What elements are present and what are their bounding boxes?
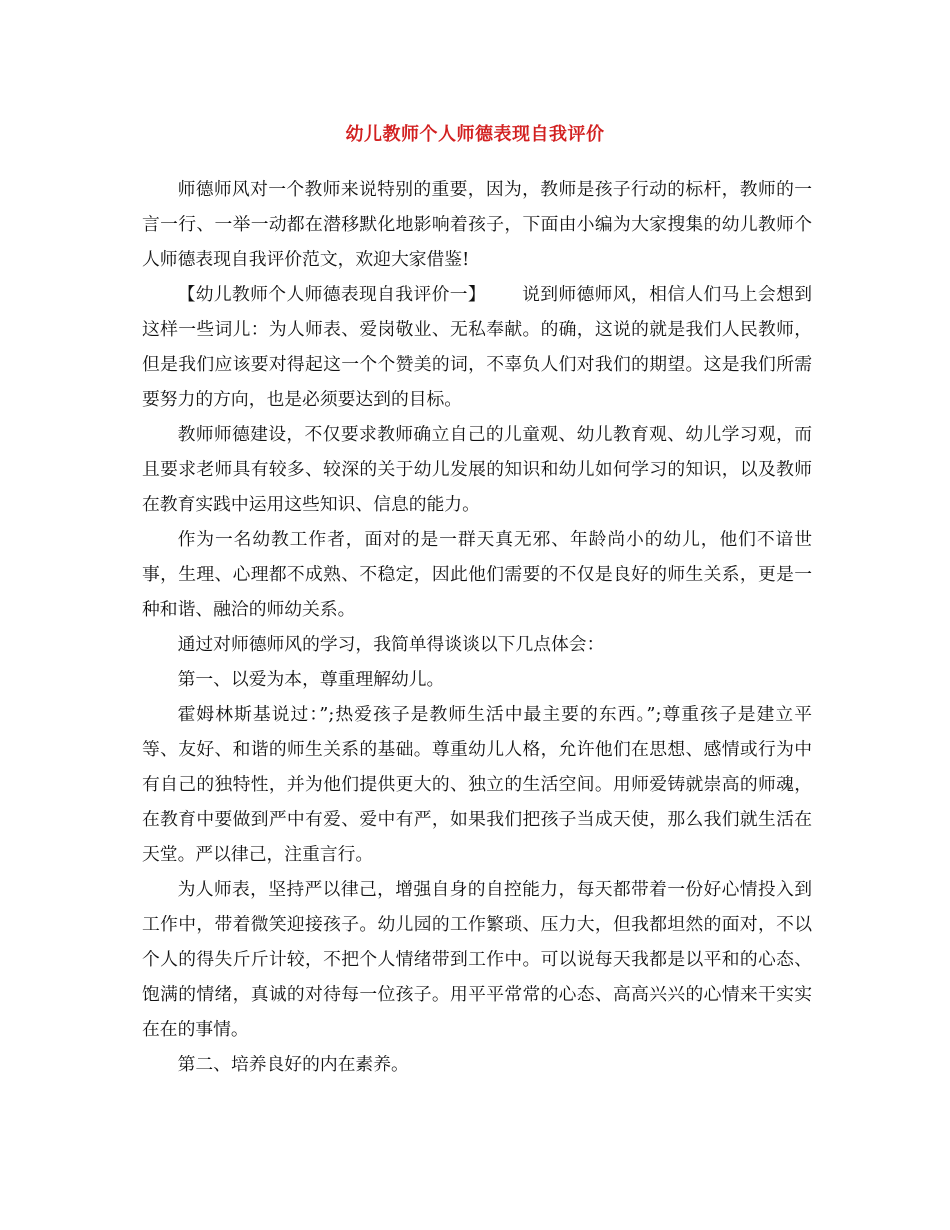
paragraph-section-one: 【幼儿教师个人师德表现自我评价一】 说到师德师风，相信人们马上会想到这样一些词儿：为人师表、爱岗敬业、无私奉献。的确，这说的就是我们人民教师，但是我们应该要对得起这一个个赞美的词，不辜负人们对我们的期望。这是我们所需要努力的方向，也是必须要达到的目标。 bbox=[142, 284, 812, 410]
paragraph-point-one: 第一、以爱为本，尊重理解幼儿。 bbox=[177, 669, 445, 690]
document-title: 幼儿教师个人师德表现自我评价 bbox=[345, 124, 605, 145]
paragraph-point-two: 第二、培养良好的内在素养。 bbox=[177, 1054, 409, 1075]
document-body bbox=[142, 172, 812, 1082]
paragraph-role-model: 为人师表，坚持严以律己，增强自身的自控能力，每天都带着一份好心情投入到工作中，带着微笑迎接孩子。幼儿园的工作繁琐、压力大，但我都坦然的面对，不以个人的得失斤斤计较，不把个人情绪带到工作中。可以说每天我都是以平和的心态、饱满的情绪，真诚的对待每一位孩子。用平平常常的心态、高高兴兴的心情来干实实在在的事情。 bbox=[142, 879, 812, 1040]
paragraph-preschool-worker: 作为一名幼教工作者，面对的是一群天真无邪、年龄尚小的幼儿，他们不谙世事，生理、心理都不成熟、不稳定，因此他们需要的不仅是良好的师生关系，更是一种和谐、融洽的师幼关系。 bbox=[142, 529, 812, 620]
paragraph-teacher-ethics: 教师师德建设，不仅要求教师确立自己的儿童观、幼儿教育观、幼儿学习观，而且要求老师具有较多、较深的关于幼儿发展的知识和幼儿如何学习的知识，以及教师在教育实践中运用这些知识、信息的能力。 bbox=[142, 424, 812, 515]
paragraph-intro: 师德师风对一个教师来说特别的重要，因为，教师是孩子行动的标杆，教师的一言一行、一举一动都在潜移默化地影响着孩子，下面由小编为大家搜集的幼儿教师个人师德表现自我评价范文，欢迎大家借鉴! bbox=[142, 179, 812, 270]
paragraph-reflections: 通过对师德师风的学习，我简单得谈谈以下几点体会： bbox=[177, 634, 605, 655]
paragraph-quote: 霍姆林斯基说过：”;热爱孩子是教师生活中最主要的东西。”;尊重孩子是建立平等、友好、和谐的师生关系的基础。尊重幼儿人格，允许他们在思想、感情或行为中有自己的独特性，并为他们提供更大的、独立的生活空间。用师爱铸就崇高的师魂，在教育中要做到严中有爱、爱中有严，如果我们把孩子当成天使，那么我们就生活在天堂。严以律己，注重言行。 bbox=[142, 704, 812, 865]
